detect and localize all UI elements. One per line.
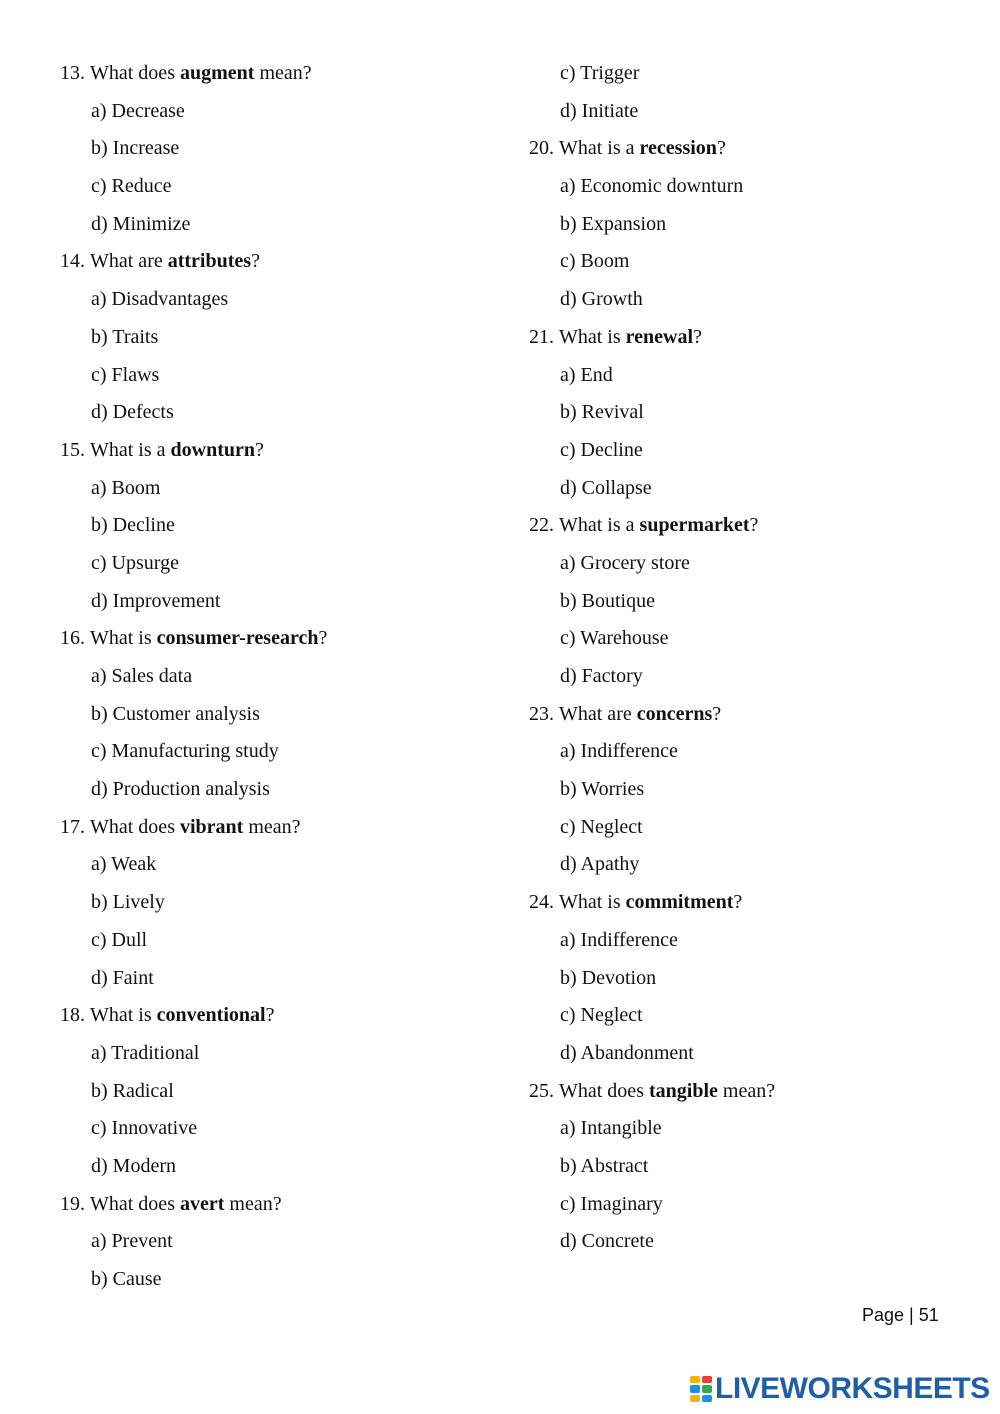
answer-option[interactable]: d) Faint (91, 966, 154, 989)
logo-square (702, 1385, 712, 1392)
question-text: What is a (90, 438, 171, 461)
answer-option[interactable]: c) Neglect (560, 1004, 643, 1027)
answer-option[interactable]: b) Worries (560, 778, 645, 801)
answer-option[interactable]: a) Grocery store (560, 551, 690, 574)
answer-option[interactable]: b) Revival (560, 401, 644, 424)
question-number: 21. (529, 325, 554, 348)
question-number: 22. (529, 514, 554, 537)
question-text: What is a (559, 514, 640, 537)
question-text: What is (559, 891, 626, 914)
answer-option[interactable]: c) Neglect (560, 815, 643, 838)
question-24 (529, 884, 969, 922)
answer-option[interactable]: c) Innovative (91, 1117, 198, 1140)
question-text: ? (733, 891, 743, 914)
page-number: Page | 51 (862, 1305, 939, 1325)
answer-option[interactable]: c) Flaws (91, 363, 160, 386)
question-number: 20. (529, 137, 554, 160)
question-text: What does (90, 1192, 180, 1215)
answer-option[interactable]: c) Warehouse (560, 627, 669, 650)
question-text: What are (90, 250, 168, 273)
answer-option[interactable]: a) Economic downturn (560, 175, 744, 198)
question-keyword: supermarket (639, 514, 750, 537)
question-text: mean? (254, 62, 312, 84)
question-text: What does (90, 62, 180, 84)
answer-option[interactable]: a) Boom (91, 476, 161, 499)
question-19 (60, 1186, 500, 1224)
question-number: 25. (529, 1079, 554, 1102)
question-text: mean? (717, 1079, 776, 1102)
liveworksheets-logo-icon (690, 1376, 712, 1402)
question-text: What does (559, 1079, 649, 1102)
answer-option[interactable]: c) Manufacturing study (91, 740, 279, 763)
answer-option[interactable]: d) Improvement (91, 589, 221, 612)
question-keyword: consumer-research (156, 627, 319, 650)
question-25 (529, 1073, 969, 1111)
right-column (529, 55, 969, 1261)
question-17 (60, 809, 500, 847)
question-number: 24. (529, 891, 554, 914)
answer-option[interactable]: d) Concrete (560, 1230, 654, 1253)
question-text: ? (265, 1004, 275, 1027)
answer-option[interactable]: d) Collapse (560, 476, 652, 499)
question-14 (60, 243, 500, 281)
answer-option[interactable]: c) Upsurge (91, 551, 179, 574)
answer-option[interactable]: b) Traits (91, 325, 159, 348)
question-text: What are (559, 702, 637, 725)
question-number: 19. (60, 1192, 85, 1215)
question-keyword: renewal (625, 325, 694, 348)
question-text: What is (559, 325, 626, 348)
question-number: 14. (60, 250, 85, 273)
question-21 (529, 319, 969, 357)
question-text: ? (251, 250, 260, 273)
answer-option[interactable]: a) Traditional (91, 1041, 200, 1064)
brand-watermark[interactable] (690, 1372, 990, 1406)
question-keyword: avert (179, 1192, 225, 1215)
question-text: mean? (243, 815, 301, 838)
question-text: mean? (224, 1192, 282, 1215)
logo-square (690, 1385, 700, 1392)
answer-option[interactable]: b) Devotion (560, 966, 657, 989)
answer-option[interactable]: d) Growth (560, 288, 643, 311)
answer-option[interactable]: b) Cause (91, 1268, 162, 1290)
question-text: What is (90, 627, 157, 650)
answer-option[interactable]: a) Indifference (560, 740, 678, 763)
question-keyword: recession (639, 137, 717, 160)
brand-text: LIVEWORKSHEETS (715, 1372, 990, 1405)
answer-option[interactable]: b) Increase (91, 137, 180, 160)
question-keyword: conventional (156, 1004, 266, 1027)
answer-option[interactable]: c) Trigger (560, 62, 640, 84)
answer-option[interactable]: b) Customer analysis (91, 702, 260, 725)
question-text: ? (712, 702, 722, 725)
question-keyword: downturn (170, 438, 256, 461)
logo-square (690, 1376, 700, 1383)
question-22 (529, 507, 969, 545)
answer-option[interactable]: d) Abandonment (560, 1041, 694, 1064)
question-keyword: vibrant (179, 815, 244, 838)
question-text: ? (693, 325, 702, 348)
question-text: What is (90, 1004, 157, 1027)
answer-option[interactable]: c) Reduce (91, 175, 172, 198)
question-18 (60, 997, 500, 1035)
answer-option[interactable]: a) Weak (91, 853, 157, 876)
question-13 (60, 55, 500, 93)
question-16 (60, 620, 500, 658)
question-text: ? (255, 438, 264, 461)
answer-option[interactable]: a) Intangible (560, 1117, 662, 1140)
question-keyword: attributes (167, 250, 252, 273)
answer-option[interactable]: b) Expansion (560, 212, 667, 235)
answer-option[interactable]: b) Lively (91, 891, 165, 914)
question-text: What does (90, 815, 180, 838)
question-keyword: commitment (625, 891, 734, 914)
logo-square (702, 1395, 712, 1402)
answer-option[interactable]: a) End (560, 363, 613, 386)
answer-option[interactable]: a) Sales data (91, 665, 193, 687)
question-23 (529, 696, 969, 734)
question-text: What is a (559, 137, 640, 160)
question-number: 17. (60, 815, 85, 838)
question-number: 13. (60, 62, 85, 84)
answer-option[interactable]: a) Indifference (560, 928, 678, 951)
question-text: ? (318, 627, 328, 650)
question-text: ? (716, 137, 726, 160)
answer-option[interactable]: b) Abstract (560, 1154, 649, 1177)
question-text: ? (749, 514, 759, 537)
question-15 (60, 432, 500, 470)
answer-option[interactable]: d) Production analysis (91, 778, 270, 801)
answer-option[interactable]: b) Decline (91, 514, 175, 537)
answer-option[interactable]: d) Factory (560, 665, 643, 687)
answer-option[interactable]: d) Modern (91, 1154, 176, 1177)
answer-option[interactable]: d) Minimize (91, 212, 191, 235)
answer-option[interactable]: d) Defects (91, 401, 174, 424)
question-number: 15. (60, 438, 85, 461)
answer-option[interactable]: d) Apathy (560, 853, 640, 876)
answer-option[interactable]: d) Initiate (560, 99, 639, 122)
left-column (60, 55, 500, 1299)
answer-option[interactable]: a) Disadvantages (91, 288, 229, 311)
question-number: 16. (60, 627, 85, 650)
answer-option[interactable]: c) Boom (560, 250, 630, 273)
answer-option[interactable]: b) Boutique (560, 589, 655, 612)
question-keyword: concerns (636, 702, 713, 725)
answer-option[interactable]: c) Imaginary (560, 1192, 663, 1215)
question-keyword: tangible (648, 1079, 718, 1102)
answer-option[interactable]: c) Dull (91, 928, 148, 951)
question-number: 18. (60, 1004, 85, 1027)
question-keyword: augment (179, 62, 255, 84)
answer-option[interactable]: c) Decline (560, 438, 643, 461)
question-20 (529, 130, 969, 168)
answer-option[interactable]: b) Radical (91, 1079, 174, 1102)
question-number: 23. (529, 702, 554, 725)
answer-option[interactable]: a) Decrease (91, 99, 185, 122)
answer-option[interactable]: a) Prevent (91, 1230, 173, 1253)
logo-square (702, 1376, 712, 1383)
logo-square (690, 1395, 700, 1402)
